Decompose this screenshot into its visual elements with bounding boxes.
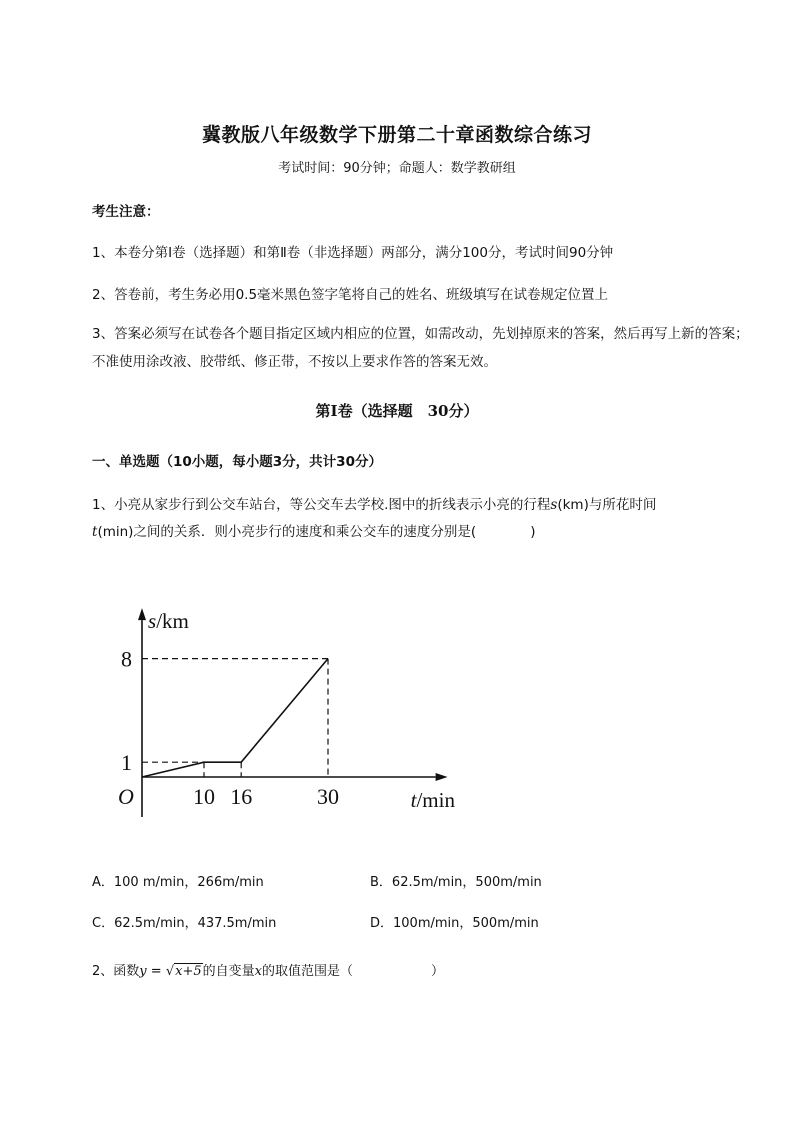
- page-title: 冀教版八年级数学下册第二十章函数综合练习: [201, 124, 592, 146]
- q2-suffix: 的取值范围是（ ）: [261, 964, 444, 979]
- distance-time-graph: [100, 560, 455, 830]
- question-2: [92, 960, 444, 979]
- x-tick-10: 10: [193, 784, 215, 809]
- x-tick-16: 16: [230, 784, 253, 809]
- sqrt-sign-icon: √: [165, 964, 175, 979]
- option-b[interactable]: B．62.5m/min，500m/min: [370, 875, 542, 890]
- q2-var: x: [254, 964, 262, 979]
- notice-item-1: 1、本卷分第I卷（选择题）和第Ⅱ卷（非选择题）两部分，满分100分，考试时间90分钟: [92, 245, 614, 261]
- q1-text-c: (min)之间的关系．则小亮步行的速度和乘公交车的速度分别是( ): [97, 524, 536, 540]
- tick-labels: [121, 647, 339, 809]
- notice-heading: 考生注意：: [92, 204, 160, 220]
- option-c[interactable]: C．62.5m/min，437.5m/min: [92, 916, 277, 931]
- q2-lhs: y: [139, 964, 147, 979]
- y-axis-label: s/km: [148, 609, 189, 634]
- option-d[interactable]: D．100m/min，500m/min: [370, 916, 539, 931]
- question-1-line-2: [92, 520, 535, 540]
- q1-text-a: 1、小亮从家步行到公交车站台，等公交车去学校.图中的折线表示小亮的行程: [92, 497, 551, 513]
- q1-var-s: s: [550, 497, 558, 513]
- dashed-guides: [142, 659, 328, 777]
- q2-prefix: 2、函数: [92, 964, 140, 979]
- y-axis-arrow: [138, 608, 146, 620]
- notice-item-2: 2、答卷前，考生务必用0.5毫米黑色签字笔将自己的姓名、班级填写在试卷规定位置上: [92, 287, 609, 303]
- q2-eq: =: [146, 964, 166, 979]
- y-tick-1: 1: [121, 750, 132, 776]
- series-line: [142, 659, 328, 777]
- exam-info: 考试时间：90分钟；命题人：数学教研组: [278, 161, 516, 176]
- y-tick-8: 8: [121, 646, 132, 672]
- section-subtitle: 一、单选题（10小题，每小题3分，共计30分）: [92, 454, 382, 470]
- q2-radicand: x+5: [175, 964, 202, 979]
- q1-var-t: t: [92, 524, 98, 540]
- origin-label: O: [118, 784, 134, 809]
- x-tick-30: 30: [317, 784, 339, 809]
- q2-middle: 的自变量: [202, 964, 255, 979]
- option-a[interactable]: A．100 m/min，266m/min: [92, 875, 264, 890]
- question-1-line-1: [92, 493, 656, 513]
- x-axis-label: t/min: [410, 788, 455, 812]
- q1-text-b: (km)与所花时间: [557, 497, 657, 513]
- section-title: 第I卷（选择题 30分）: [315, 402, 479, 420]
- notice-item-3: 3、答案必须写在试卷各个题目指定区域内相应的位置，如需改动，先划掉原来的答案，然后再写上新的答案；不准使用涂改液、胶带纸、修正带，不按以上要求作答的答案无效。: [92, 326, 749, 370]
- x-axis-arrow: [436, 773, 448, 781]
